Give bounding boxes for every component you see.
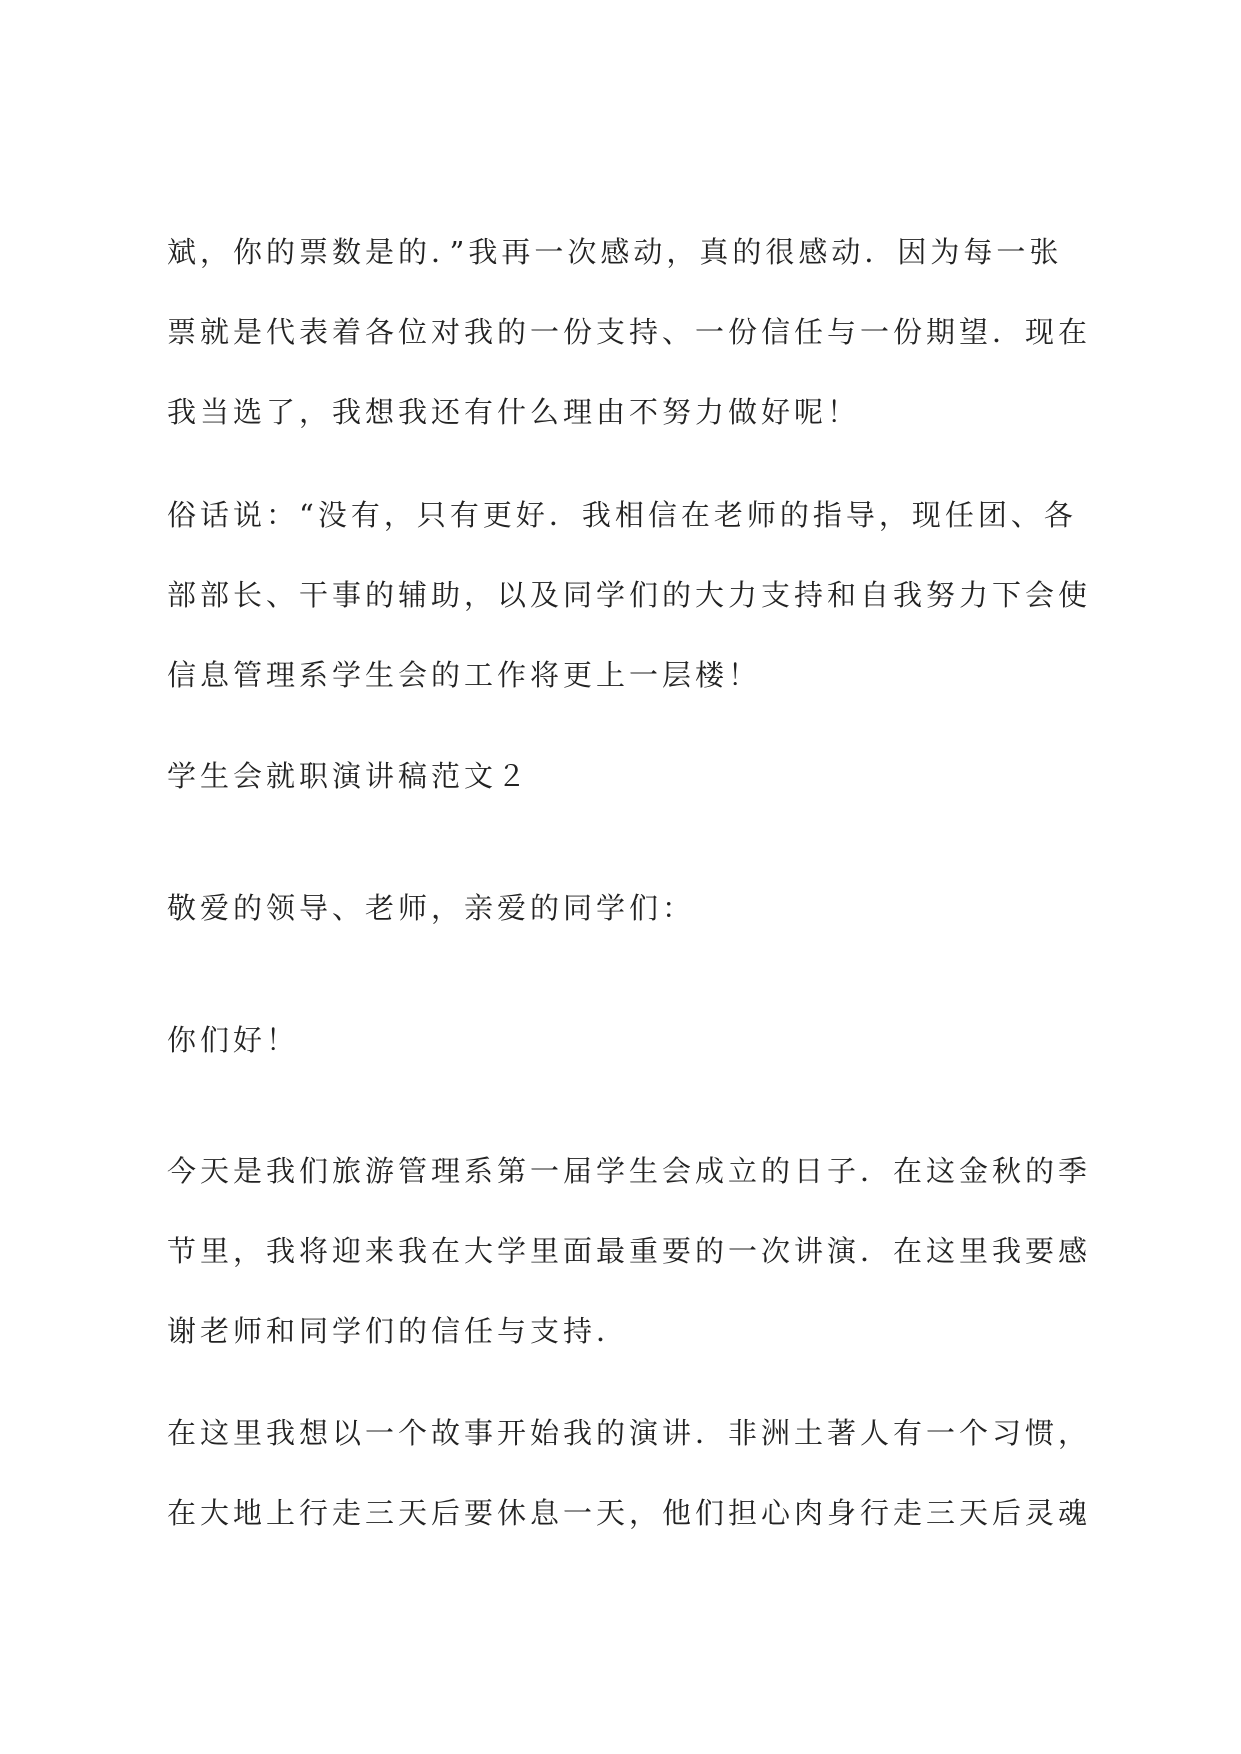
paragraph-3 [167,1131,1099,1371]
paragraph-1 [167,212,1099,452]
paragraph-line: 在这里我想以一个故事开始我的演讲．非洲土著人有一个习惯， [167,1416,1092,1450]
paragraph-line: 我当选了，我想我还有什么理由不努力做好呢！ [167,395,861,429]
paragraph-line: 信息管理系学生会的工作将更上一层楼！ [167,658,762,692]
paragraph-line: 斌，你的票数是的．”我再一次感动，真的很感动．因为每一张 [167,235,1063,269]
paragraph-line: 谢老师和同学们的信任与支持． [167,1314,630,1348]
salutation-line: 敬爱的领导、老师，亲爱的同学们： [167,891,696,925]
greeting [167,1000,1099,1080]
heading-line: 学生会就职演讲稿范文２ [167,759,531,793]
paragraph-4 [167,1393,1099,1553]
salutation [167,868,1099,948]
paragraph-line: 俗话说：“没有，只有更好．我相信在老师的指导，现任团、各 [167,498,1077,532]
paragraph-line: 在大地上行走三天后要休息一天，他们担心肉身行走三天后灵魂 [167,1496,1092,1530]
paragraph-line: 今天是我们旅游管理系第一届学生会成立的日子．在这金秋的季 [167,1154,1092,1188]
paragraph-line: 部部长、干事的辅助，以及同学们的大力支持和自我努力下会使 [167,578,1092,612]
paragraph-line: 票就是代表着各位对我的一份支持、一份信任与一份期望．现在 [167,315,1092,349]
paragraph-line: 节里，我将迎来我在大学里面最重要的一次讲演．在这里我要感 [167,1234,1092,1268]
section-heading [167,736,1099,816]
greeting-line: 你们好！ [167,1023,300,1057]
paragraph-2 [167,475,1099,715]
